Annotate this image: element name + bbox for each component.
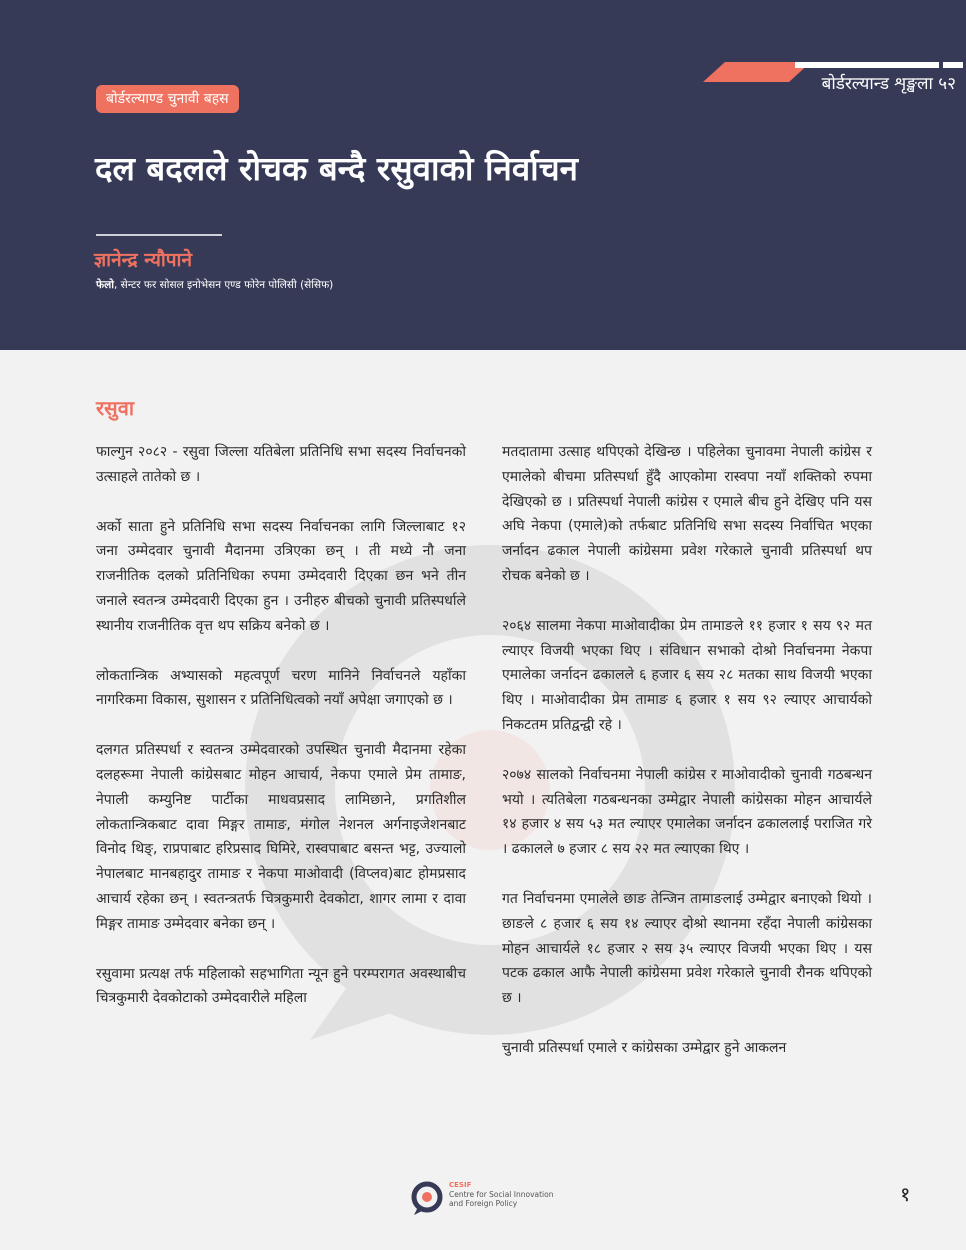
- paragraph: गत निर्वाचनमा एमालेले छाङ तेन्जिन तामाङलाई उम्मेद्वार बनाएको थियो । छाङले ८ हजार ६ सय १४ ल्याएर दोश्रो स्थानमा रहँदा नेपाली कांग्रेसका मोहन आचार्यले १८ हजार २ सय ३५ ल्याएर विजयी भएका थिए । यस पटक ढकाल आफै नेपाली कांग्रेसमा प्रवेश गरेकाले चुनावी रौनक थपिएको छ ।: [502, 890, 872, 1007]
- paragraph: चुनावी प्रतिस्पर्धा एमाले र कांग्रेसका उम्मेद्वार हुने आकलन: [502, 1039, 787, 1056]
- author-name: ज्ञानेन्द्र न्यौपाने: [94, 249, 193, 271]
- logo-abbreviation: CESIF: [449, 1181, 472, 1189]
- series-label: बोर्डरल्यान्ड शृङ्खला ५२: [821, 74, 956, 94]
- author-affiliation: [96, 278, 333, 292]
- paragraph: २०७४ सालको निर्वाचनमा नेपाली कांग्रेस र माओवादीको चुनावी गठबन्धन भयो । त्यतिबेला गठबन्धनका उम्मेद्वार नेपाली कांग्रेसका मोहन आचार्यले १४ हजार ४ सय ५३ मत ल्याएर एमालेका जर्नादन ढकाललाई पराजित गरे । ढकालले ७ हजार ८ सय २२ मत ल्याएका थिए ।: [502, 766, 872, 858]
- affiliation-role: फेलो: [96, 279, 114, 291]
- page-title: दल बदलले रोचक बन्दै रसुवाको निर्वाचन: [95, 149, 578, 188]
- logo-name-line: Centre for Social Innovation: [449, 1190, 554, 1199]
- left-column: [96, 440, 466, 1036]
- paragraph: २०६४ सालमा नेकपा माओवादीका प्रेम तामाङले ११ हजार १ सय ९२ मत ल्याएर विजयी भएका थिए । संविधान सभाको दोश्रो निर्वाचनमा नेकपा एमालेका जर्नादन ढकालले ६ हजार ६ सय २८ मतका साथ विजयी भएका थिए । माओवादीका प्रेम तामाङ ६ हजार १ सय ९२ ल्याएर आचार्यको निकटतम प्रतिद्वन्द्वी रहे ।: [502, 617, 872, 733]
- paragraph: अर्को साता हुने प्रतिनिधि सभा सदस्य निर्वाचनका लागि जिल्लाबाट १२ जना उम्मेदवार चुनावी मैदानमा उत्रिएका छन् । ती मध्ये नौ जना राजनीतिक दलको प्रतिनिधिका रुपमा उम्मेदवारी दिएका छन भने तीन जनाले स्वतन्त्र उम्मेदवारी दिएका हुन । उनीहरु बीचको चुनावी प्रतिस्पर्धाले स्थानीय राजनीतिक वृत्त थप सक्रिय बनेको छ ।: [96, 518, 466, 634]
- paragraph: रसुवामा प्रत्यक्ष तर्फ महिलाको सहभागिता न्यून हुने परम्परागत अवस्थाबीच चित्रकुमारी देवकोटाको उम्मेदवारीले महिला: [96, 965, 466, 1007]
- paragraph: दलगत प्रतिस्पर्धा र स्वतन्त्र उम्मेदवारको उपस्थित चुनावी मैदानमा रहेका दलहरूमा नेपाली कांग्रेसबाट मोहन आचार्य, नेकपा एमाले प्रेम तामाङ, नेपाली कम्युनिष्ट पार्टीका माधवप्रसाद लामिछाने, प्रगतिशील लोकतान्त्रिकबाट दावा मिङ्गर तामाङ, मंगोल नेशनल अर्गनाइजेशनबाट विनोद थिङ्, राप्रपाबाट हरिप्रसाद घिमिरे, रास्वपाबाट बसन्त भट्ट, उज्यालो नेपालबाट मानबहादुर तामाङ र नेकपा माओवादी (विप्लव)बाट होमप्रसाद आचार्य रहेका छन् । स्वतन्त्रतर्फ चित्रकुमारी देवकोटा, शागर लामा र दावा मिङ्गर तामाङ उम्मेदवार बनेका छन् ।: [96, 742, 466, 932]
- paragraph: लोकतान्त्रिक अभ्यासको महत्वपूर्ण चरण मानिने निर्वाचनले यहाँका नागरिकमा विकास, सुशासन र प्रतिनिधित्वको नयाँ अपेक्षा जगाएको छ ।: [96, 667, 466, 709]
- section-heading: रसुवा: [96, 396, 134, 420]
- title-divider: [96, 234, 222, 236]
- affiliation-org: , सेन्टर फर सोसल इनोभेसन एण्ड फोरेन पोलिसी (सेसिफ): [113, 279, 334, 291]
- paragraph: मतदातामा उत्साह थपिएको देखिन्छ । पहिलेका चुनावमा नेपाली कांग्रेस र एमालेको बीचमा प्रतिस्पर्धा हुँदै आएकोमा रास्वपा नयाँ शक्तिको रुपमा देखिएको छ । प्रतिस्पर्धा नेपाली कांग्रेस र एमाले बीच हुने देखिए पनि यस अघि नेकपा (एमाले)को तर्फबाट प्रतिनिधि सभा सदस्य निर्वाचित भएका जर्नादन ढकाल नेपाली कांग्रेसमा प्रवेश गरेकाले चुनावी प्रतिस्पर्धा थप रोचक बनेको छ ।: [502, 444, 872, 584]
- paragraph: फाल्गुन २०८२ - रसुवा जिल्ला यतिबेला प्रतिनिधि सभा सदस्य निर्वाचनको उत्साहले तातेको छ ।: [96, 444, 466, 485]
- header-banner: [0, 0, 966, 350]
- logo-name: [449, 1190, 554, 1208]
- series-white-bar-end: [943, 62, 963, 68]
- cesif-logo: [408, 1180, 568, 1220]
- series-white-bar: [795, 62, 939, 68]
- cesif-logo-icon: [408, 1180, 446, 1218]
- right-column: [502, 440, 872, 1086]
- logo-name-line: and Foreign Policy: [449, 1199, 518, 1208]
- category-tag: बोर्डरल्याण्ड चुनावी बहस: [96, 85, 239, 113]
- page-number: १: [900, 1182, 911, 1206]
